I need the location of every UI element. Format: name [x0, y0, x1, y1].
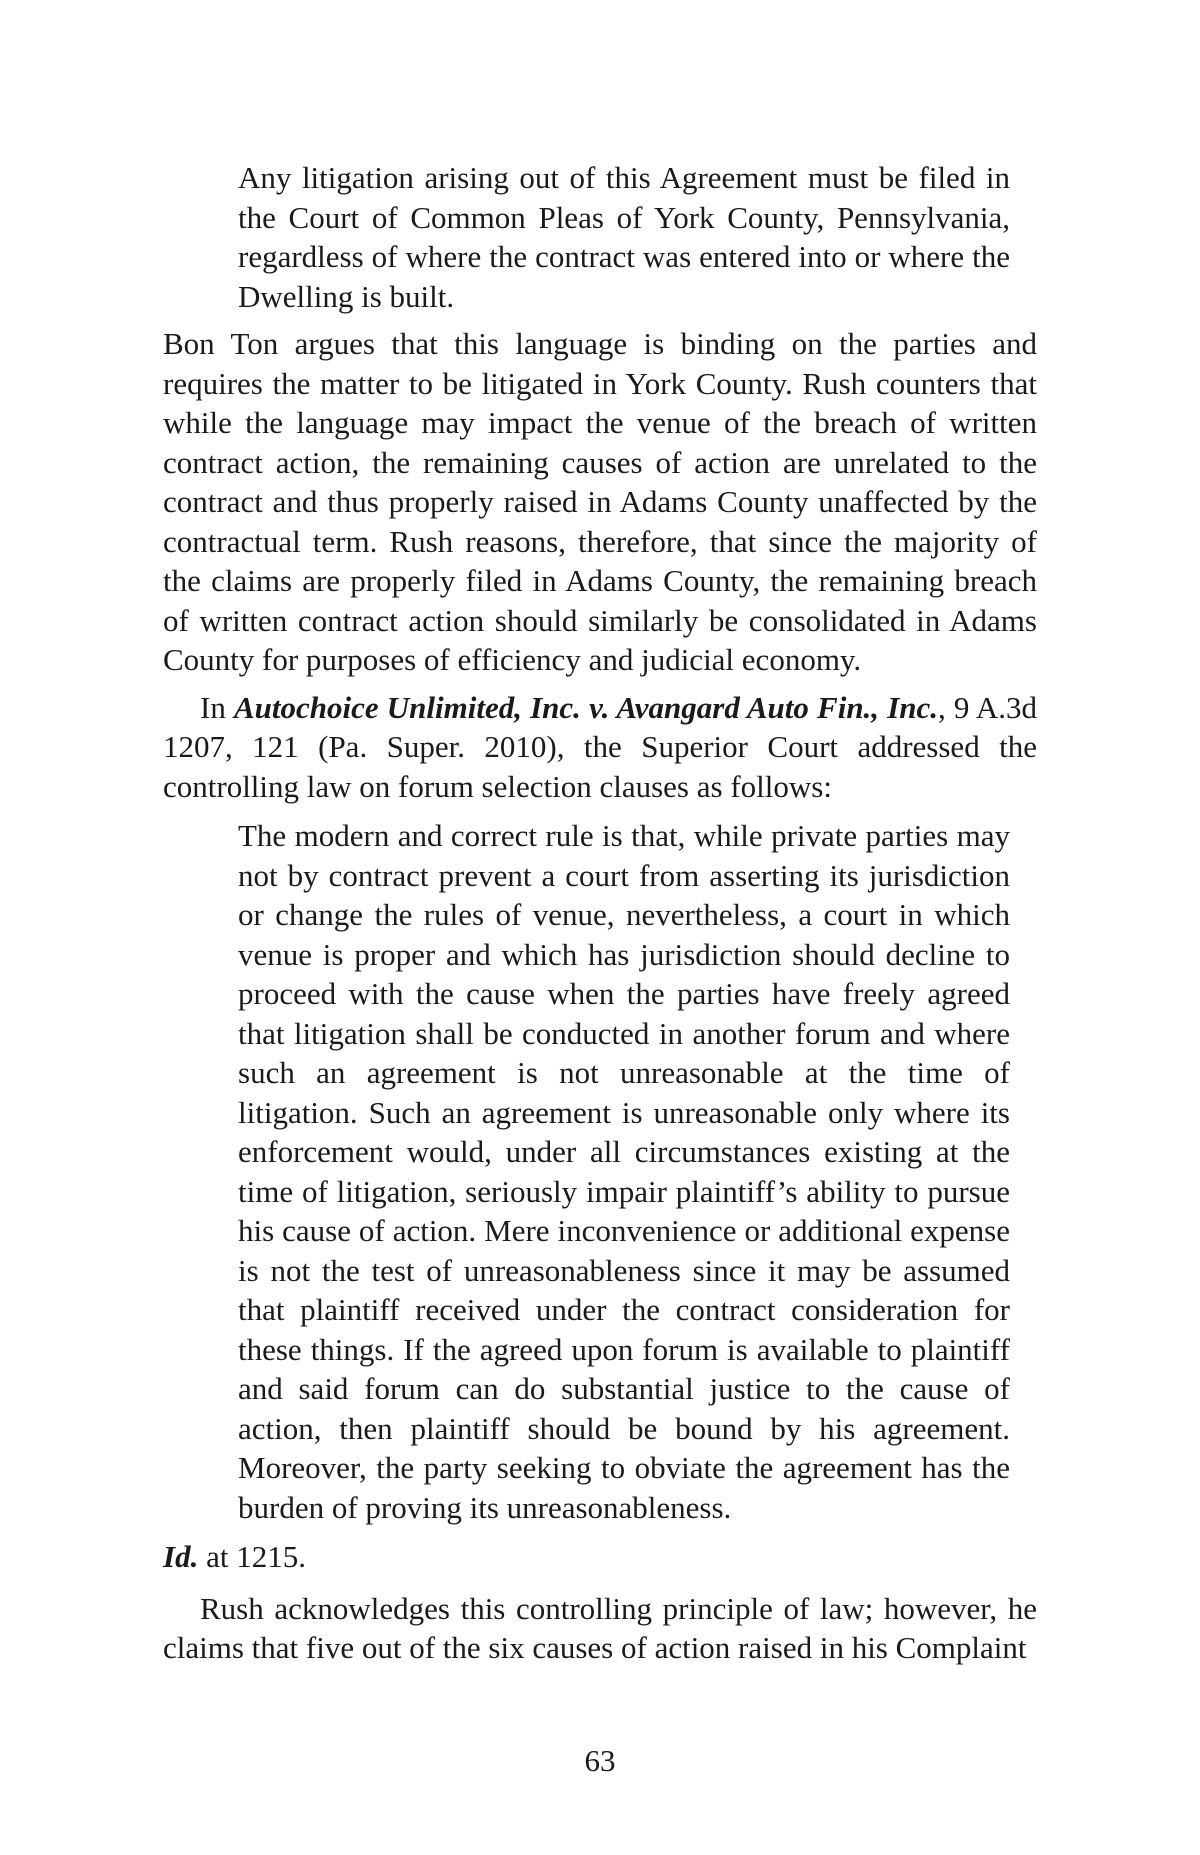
- text-column: [163, 158, 1037, 1668]
- bon-ton-argument-paragraph: Bon Ton argues that this language is binding on the parties and requires the matter to be litigated in York County. Rush counters that while the language may impact the venue of the breach of written contract action, the remaining causes of action are unrelated to the contract and thus properly raised in Adams County unaffected by the contractual term. Rush reasons, therefore, that since the majority of the claims are properly filed in Adams County, the remaining breach of written contract action should similarly be consolidated in Adams County for purposes of efficiency and judicial economy.: [163, 326, 1037, 677]
- id-pin-cite: at 1215.: [198, 1539, 306, 1574]
- case-suffix: , 9 A.3d 1207, 121 (Pa. Super. 2010), the Superior Court addressed the controlling law on forum selection clauses as follows:: [163, 689, 1037, 804]
- superior-court-quote: The modern and correct rule is that, while private parties may not by contract prevent a court from asserting its jurisdiction or change the rules of venue, nevertheless, a court in which venue is proper and which has jurisdiction should decline to proceed with the cause when the parties have freely agreed that litigation shall be conducted in another forum and where such an agreement is not unreasonable at the time of litigation. Such an agreement is unreasonable only where its enforcement would, under all circumstances existing at the time of litigation, seriously impair plaintiff’s ability to pursue his cause of action. Mere inconvenience or additional expense is not the test of unreasonableness since it may be assumed that plaintiff received under the contract consideration for these things. If the agreed upon forum is available to plaintiff and said forum can do substantial justice to the cause of action, then plaintiff should be bound by his agreement. Moreover, the party seeking to obviate the agreement has the burden of proving its unreasonableness.: [238, 818, 1010, 1525]
- case-citation-paragraph: [163, 688, 1037, 807]
- contract-clause-quote: Any litigation arising out of this Agreement must be filed in the Court of Common Pleas of York County, Pennsylvania, regardless of where the contract was entered into or where the Dwelling is built.: [238, 160, 1010, 314]
- page-number: 63: [584, 1743, 616, 1778]
- case-prefix: In: [200, 689, 234, 725]
- rush-acknowledgment-paragraph: Rush acknowledges this controlling principle of law; however, he claims that five out of the six causes of action raised in his Complaint: [163, 1590, 1037, 1665]
- id-short-cite: Id.: [163, 1539, 199, 1574]
- case-name: Autochoice Unlimited, Inc. v. Avangard Auto Fin., Inc.: [233, 689, 939, 725]
- id-citation: [163, 1537, 1037, 1577]
